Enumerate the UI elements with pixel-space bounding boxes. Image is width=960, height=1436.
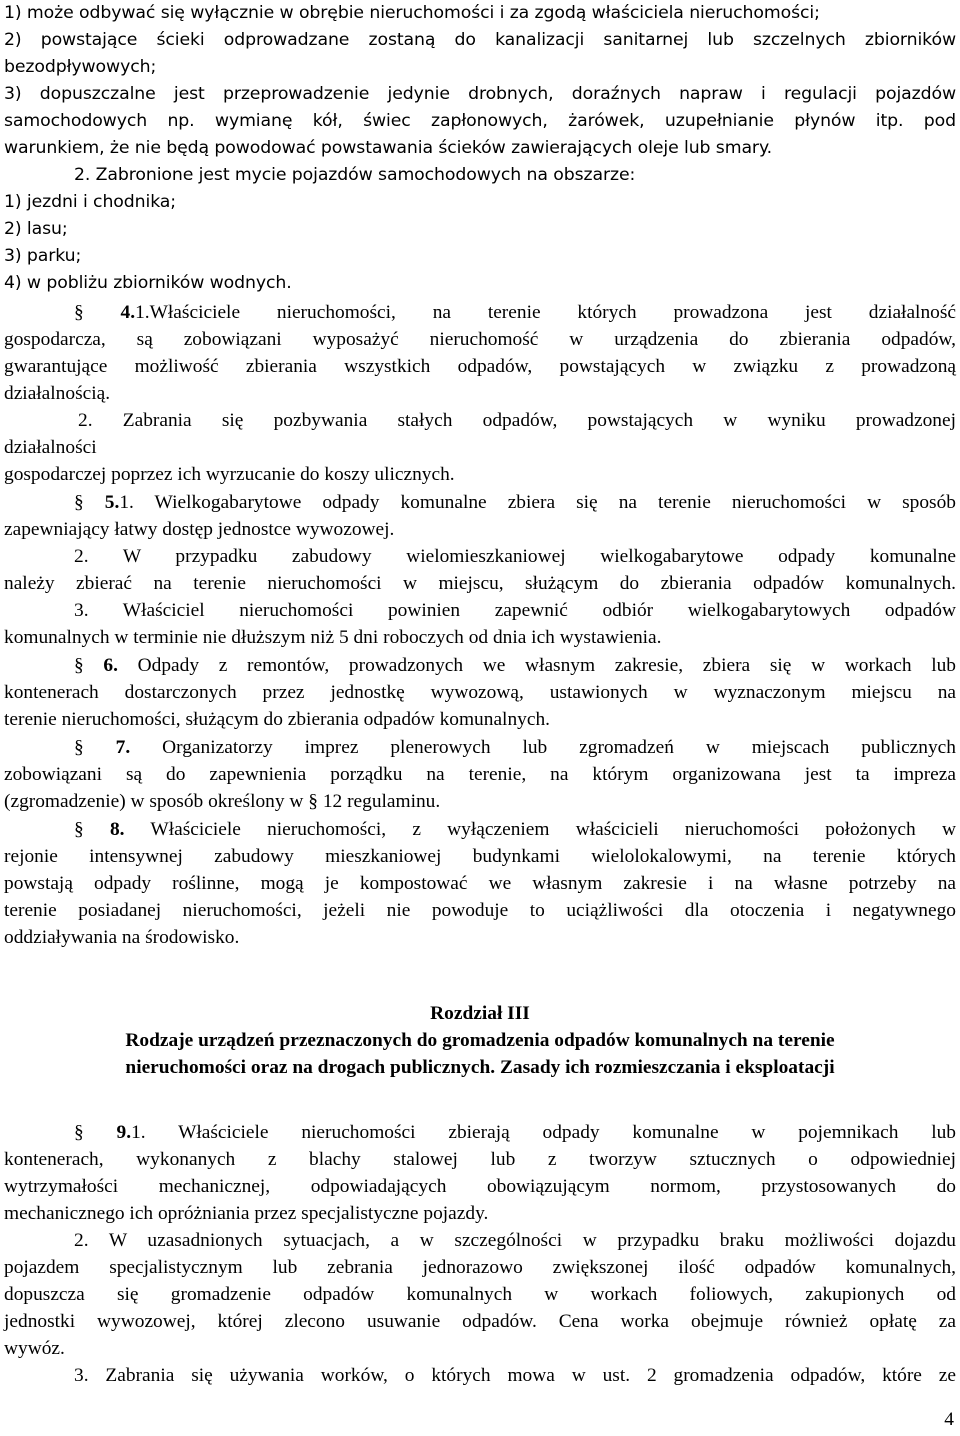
paragraph-number: 5. bbox=[104, 492, 120, 513]
text-line: wytrzymałości mechanicznej, odpowiadających obowiązującym normom, przystosowanych do bbox=[4, 1176, 956, 1197]
text-line: warunkiem, że nie będą powodować powstawania ścieków zawierających oleje lub smary. bbox=[4, 138, 772, 158]
text-line: zapewniający łatwy dostęp jednostce wywozowej. bbox=[4, 519, 395, 540]
section-sign: § bbox=[74, 737, 84, 758]
text-line: działalności bbox=[4, 437, 97, 458]
text-line: powstają odpady roślinne, mogą je kompostować we własnym zakresie i na własne potrzeby na bbox=[4, 873, 956, 894]
section-sign: § bbox=[74, 655, 84, 676]
text-line: 3) dopuszczalne jest przeprowadzenie jedynie drobnych, doraźnych napraw i regulacji pojazdów bbox=[4, 84, 956, 104]
text-line: zobowiązani są do zapewnienia porządku na terenie, na którym organizowana jest ta impreza bbox=[4, 764, 956, 785]
list-item: 3) parku; bbox=[4, 246, 82, 266]
text-line: samochodowych np. wymianę kół, świec zapłonowych, żarówek, uzupełnianie płynów itp. pod bbox=[4, 111, 956, 131]
section-sign: § bbox=[74, 492, 84, 513]
chapter-title: Rozdział III bbox=[430, 1003, 530, 1024]
text-line: należy zbierać na terenie nieruchomości w miejscu, służącym do zbierania odpadów komunalnych. bbox=[4, 573, 956, 594]
text-line: gwarantujące możliwość zbierania wszystkich odpadów, powstających w związku z prowadzoną bbox=[4, 356, 956, 377]
chapter-subtitle: Rodzaje urządzeń przeznaczonych do gromadzenia odpadów komunalnych na terenie bbox=[125, 1030, 835, 1051]
section-sign: § bbox=[308, 791, 318, 812]
text-line: 2. W przypadku zabudowy wielomieszkaniowej wielkogabarytowe odpady komunalne bbox=[74, 546, 956, 567]
paragraph-7-first-line: § 7. Organizatorzy imprez plenerowych lub zgromadzeń w miejscach publicznych bbox=[4, 734, 956, 761]
text-line: 1) może odbywać się wyłącznie w obrębie nieruchomości i za zgodą właściciela nieruchomości; bbox=[4, 3, 820, 23]
text-line: 2. Zabronione jest mycie pojazdów samochodowych na obszarze: bbox=[74, 165, 636, 185]
text-line: terenie posiadanej nieruchomości, jeżeli nie powoduje to uciążliwości dla otoczenia i negatywnego bbox=[4, 900, 956, 921]
text-line: jednostki wywozowej, której zlecono usuwanie odpadów. Cena worka obejmuje również opłatę za bbox=[4, 1311, 956, 1332]
text-line: 2. W uzasadnionych sytuacjach, a w szczególności w przypadku braku możliwości dojazdu bbox=[74, 1230, 956, 1251]
paragraph-number: 8. bbox=[109, 819, 125, 840]
text-line: terenie nieruchomości, służącym do zbierania odpadów komunalnych. bbox=[4, 709, 550, 730]
text-line: kontenerach, wykonanych z blachy stalowej lub z tworzyw sztucznych o odpowiedniej bbox=[4, 1149, 956, 1170]
text-line: dopuszcza się gromadzenie odpadów komunalnych w workach foliowych, zakupionych od bbox=[4, 1284, 956, 1305]
paragraph-number: 9. bbox=[116, 1122, 132, 1143]
text-line: (zgromadzenie) w sposób określony w § 12 regulaminu. bbox=[4, 788, 440, 815]
section-sign: § bbox=[74, 302, 84, 323]
paragraph-number: 6. bbox=[103, 655, 118, 676]
list-item: 2) lasu; bbox=[4, 219, 68, 239]
text-line: działalnością. bbox=[4, 383, 111, 404]
paragraph-9-first-line: § 9.1. Właściciele nieruchomości zbierają odpady komunalne w pojemnikach lub bbox=[4, 1119, 956, 1146]
paragraph-4-first-line: § 4.1.Właściciele nieruchomości, na terenie których prowadzona jest działalność bbox=[4, 299, 956, 326]
paragraph-number: 4. bbox=[120, 302, 136, 323]
text-line: 3. Zabrania się używania worków, o których mowa w ust. 2 gromadzenia odpadów, które ze bbox=[74, 1365, 956, 1386]
text-line: gospodarcza, są zobowiązani wyposażyć nieruchomość w urządzenia do zbierania odpadów, bbox=[4, 329, 956, 350]
list-item: 1) jezdni i chodnika; bbox=[4, 192, 177, 212]
text-line: bezodpływowych; bbox=[4, 57, 157, 77]
text-line: 2. Zabrania się pozbywania stałych odpadów, powstających w wyniku prowadzonej bbox=[78, 410, 956, 431]
text-line: wywóz. bbox=[4, 1338, 65, 1359]
text-line: oddziaływania na środowisko. bbox=[4, 927, 240, 948]
text-line: komunalnych w terminie nie dłuższym niż 5 dni roboczych od dnia ich wystawienia. bbox=[4, 627, 662, 648]
paragraph-5-first-line: § 5.1. Wielkogabarytowe odpady komunalne zbiera się na terenie nieruchomości w sposób bbox=[4, 489, 956, 516]
section-sign: § bbox=[74, 819, 84, 840]
section-sign: § bbox=[74, 1122, 84, 1143]
page-number: 4 bbox=[944, 1409, 954, 1430]
text-line: mechanicznego ich opróżniania przez specjalistyczne pojazdy. bbox=[4, 1203, 489, 1224]
text-line: kontenerach dostarczonych przez jednostkę wywozową, ustawionych w wyznaczonym miejscu na bbox=[4, 682, 956, 703]
list-item: 4) w pobliżu zbiorników wodnych. bbox=[4, 273, 292, 293]
chapter-subtitle: nieruchomości oraz na drogach publicznych. Zasady ich rozmieszczania i eksploatacji bbox=[125, 1057, 835, 1078]
text-line: rejonie intensywnej zabudowy mieszkaniowej budynkami wielolokalowymi, na terenie których bbox=[4, 846, 956, 867]
text-line: gospodarczej poprzez ich wyrzucanie do koszy ulicznych. bbox=[4, 464, 455, 485]
paragraph-number: 7. bbox=[115, 737, 131, 758]
paragraph-6-first-line: § 6. Odpady z remontów, prowadzonych we własnym zakresie, zbiera się w workach lub bbox=[4, 652, 956, 679]
text-line: 3. Właściciel nieruchomości powinien zapewnić odbiór wielkogabarytowych odpadów bbox=[74, 600, 956, 621]
text-line: 2) powstające ścieki odprowadzane zostaną do kanalizacji sanitarnej lub szczelnych zbiorników bbox=[4, 30, 956, 50]
text-line: pojazdem specjalistycznym lub zebrania jednorazowo zwiększonej ilość odpadów komunalnych, bbox=[4, 1257, 956, 1278]
paragraph-8-first-line: § 8. Właściciele nieruchomości, z wyłączeniem właścicieli nieruchomości położonych w bbox=[4, 816, 956, 843]
